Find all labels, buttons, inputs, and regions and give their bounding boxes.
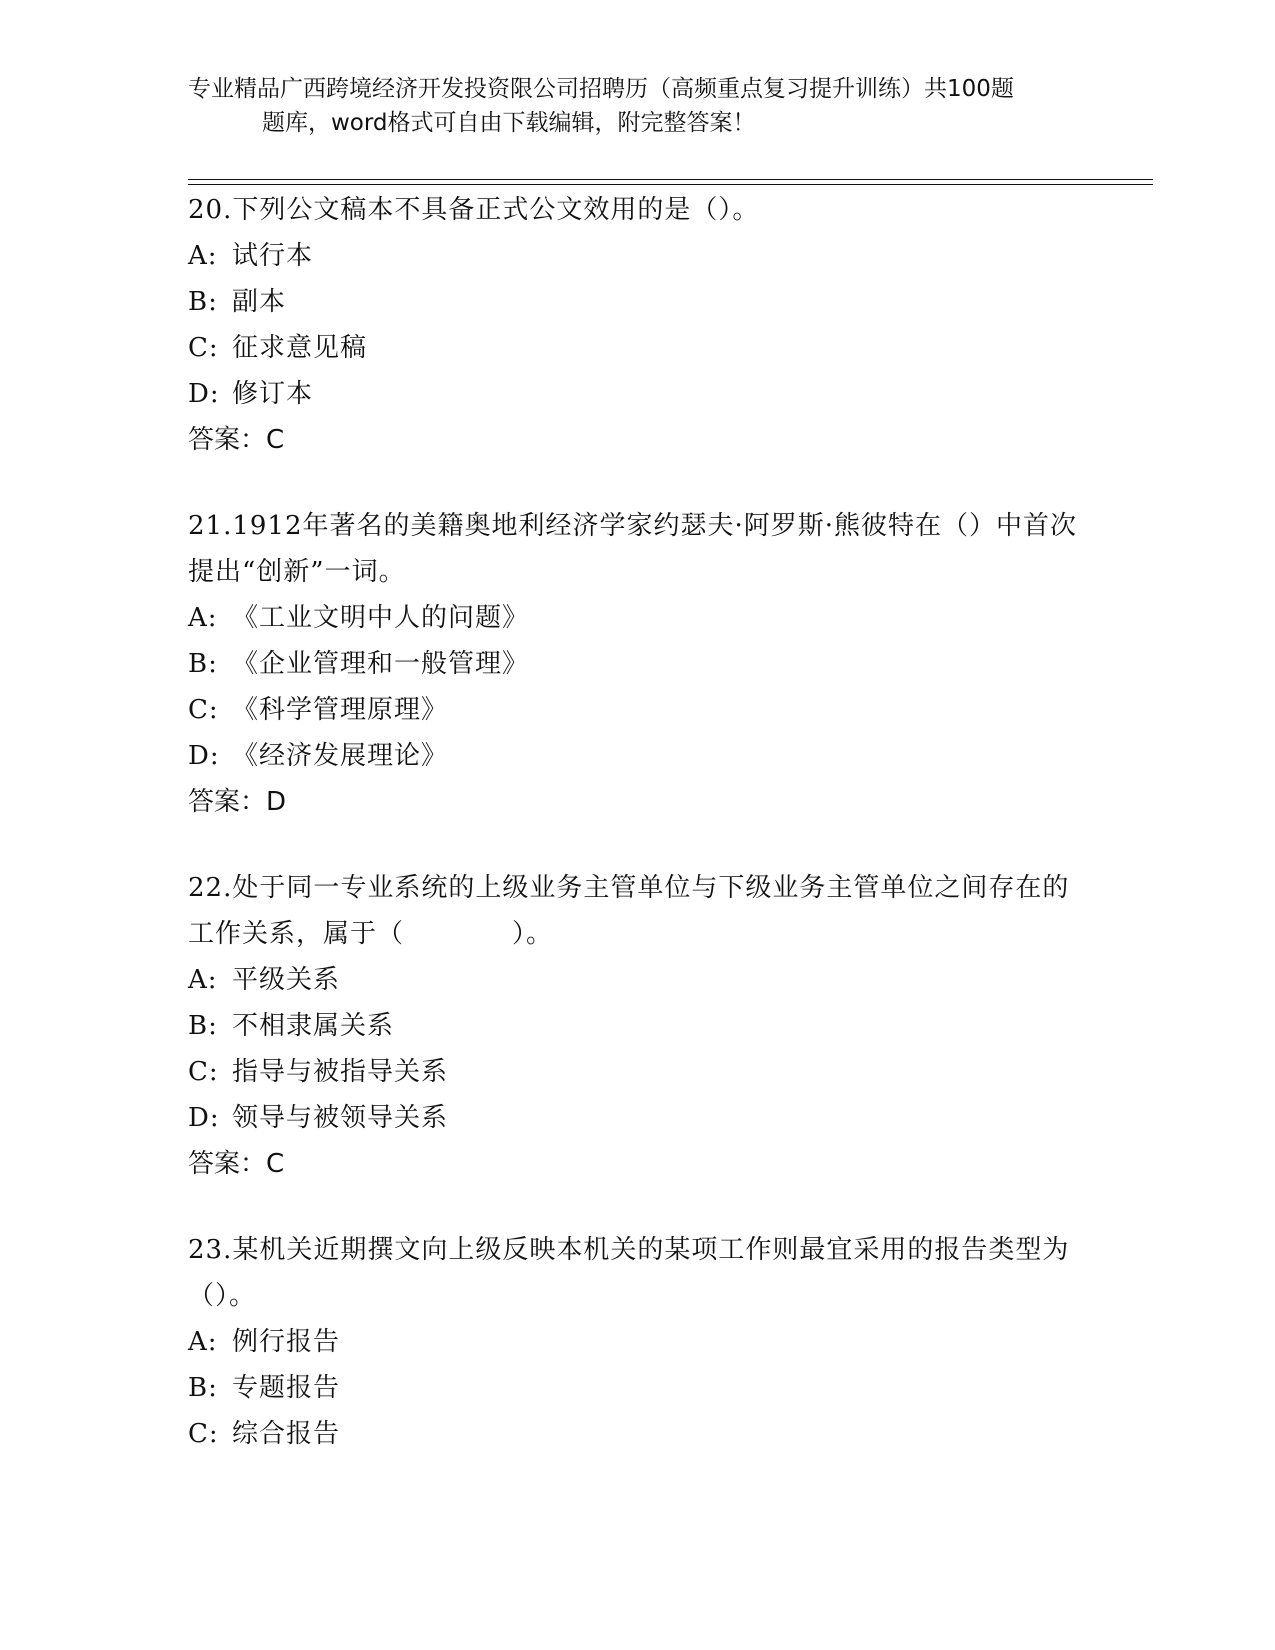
option-key: C:	[188, 333, 219, 363]
answer-text: 答案：C	[188, 425, 285, 455]
option-text: 副本	[232, 287, 287, 317]
option-item	[188, 733, 1088, 779]
question-text: 23.某机关近期撰文向上级反映本机关的某项工作则最宜采用的报告类型为（）。	[188, 1235, 1070, 1311]
option-text: 《工业文明中人的问题》	[232, 603, 530, 633]
option-item	[188, 1049, 1088, 1095]
option-key: A:	[188, 965, 218, 995]
option-key: D:	[188, 741, 220, 771]
header-divider-bottom	[188, 184, 1153, 185]
option-key: C:	[188, 695, 219, 725]
option-text: 《经济发展理论》	[232, 741, 449, 771]
header-divider-top	[188, 179, 1153, 180]
answer-text: 答案：C	[188, 1149, 285, 1179]
option-item	[188, 233, 1088, 279]
option-text: 指导与被指导关系	[232, 1057, 449, 1087]
option-text: 例行报告	[232, 1327, 341, 1357]
question-item	[188, 865, 1088, 1187]
option-key: D:	[188, 1103, 220, 1133]
option-text: 《企业管理和一般管理》	[232, 649, 530, 679]
option-key: D:	[188, 379, 220, 409]
question-text: 22.处于同一专业系统的上级业务主管单位与下级业务主管单位之间存在的工作关系，属于（ ）。	[188, 873, 1070, 949]
question-text: 21.1912年著名的美籍奥地利经济学家约瑟夫·阿罗斯·熊彼特在（）中首次提出“创新”一词。	[188, 511, 1078, 587]
answer-text: 答案：D	[188, 787, 287, 817]
option-item	[188, 1003, 1088, 1049]
header-title-line1: 专业精品广西跨境经济开发投资限公司招聘历（高频重点复习提升训练）共100题	[188, 76, 1014, 102]
option-item	[188, 279, 1088, 325]
question-item	[188, 1227, 1088, 1457]
option-key: B:	[188, 1011, 218, 1041]
option-item	[188, 595, 1088, 641]
option-key: A:	[188, 241, 218, 271]
option-text: 不相隶属关系	[232, 1011, 395, 1041]
question-text: 20.下列公文稿本不具备正式公文效用的是（）。	[188, 195, 760, 225]
option-key: B:	[188, 649, 218, 679]
question-list	[188, 187, 1088, 1497]
option-item	[188, 325, 1088, 371]
option-item	[188, 371, 1088, 417]
option-item	[188, 1095, 1088, 1141]
option-item	[188, 1365, 1088, 1411]
option-key: A:	[188, 603, 218, 633]
option-item	[188, 641, 1088, 687]
option-text: 修订本	[232, 379, 314, 409]
header-title-line2: 题库，word格式可自由下载编辑，附完整答案！	[262, 110, 756, 136]
option-key: C:	[188, 1057, 219, 1087]
option-item	[188, 1319, 1088, 1365]
question-item	[188, 503, 1088, 825]
option-text: 试行本	[232, 241, 314, 271]
option-key: B:	[188, 287, 218, 317]
option-item	[188, 1411, 1088, 1457]
question-item	[188, 187, 1088, 463]
option-key: A:	[188, 1327, 218, 1357]
option-text: 《科学管理原理》	[232, 695, 449, 725]
option-text: 领导与被领导关系	[232, 1103, 449, 1133]
option-item	[188, 957, 1088, 1003]
option-text: 征求意见稿	[232, 333, 368, 363]
page-header	[188, 72, 1088, 140]
option-text: 平级关系	[232, 965, 341, 995]
option-text: 综合报告	[232, 1419, 341, 1449]
option-text: 专题报告	[232, 1373, 341, 1403]
option-item	[188, 687, 1088, 733]
option-key: C:	[188, 1419, 219, 1449]
option-key: B:	[188, 1373, 218, 1403]
